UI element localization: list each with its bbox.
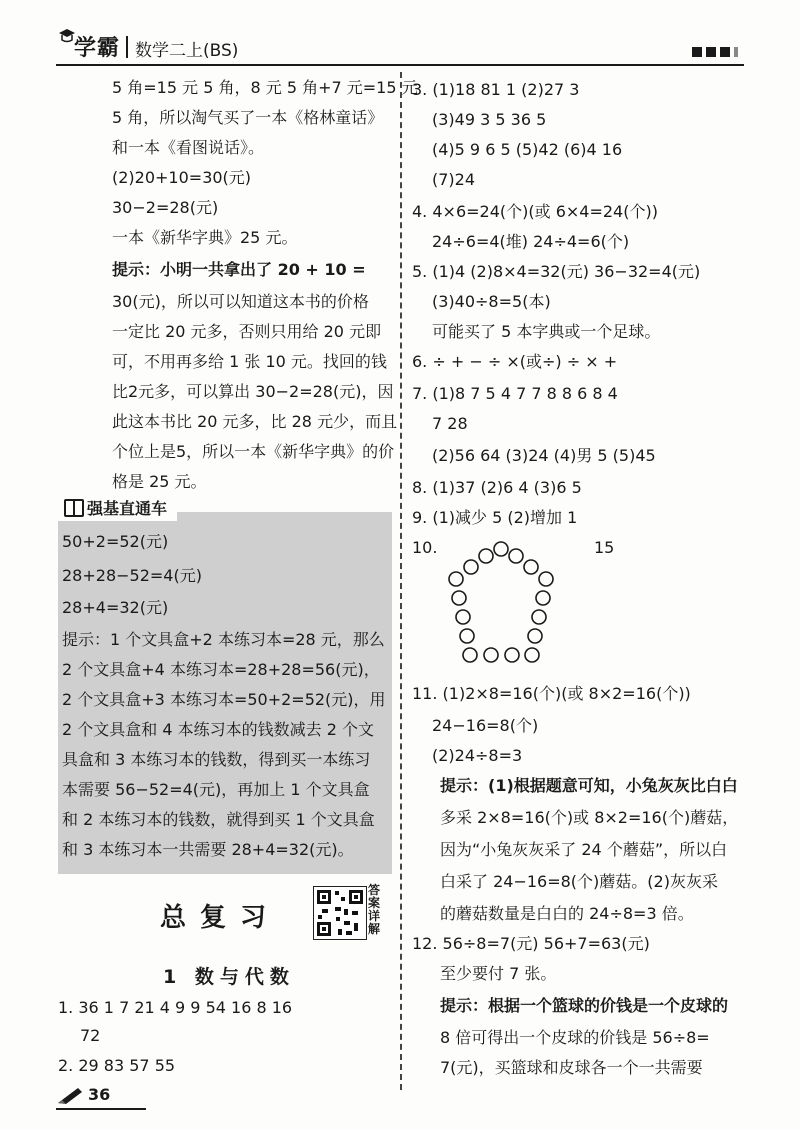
header-separator bbox=[126, 36, 128, 58]
box-line: 28+4=32(元) bbox=[62, 598, 169, 617]
text-line: 因为“小兔灰灰采了 24 个蘑菇”，所以白 bbox=[440, 840, 728, 859]
answer-4: 4. 4×6=24(个)(或 6×4=24(个)) bbox=[412, 202, 658, 221]
question-1-cont: 72 bbox=[80, 1026, 101, 1045]
text-line: 多采 2×8=16(个)或 8×2=16(个)蘑菇， bbox=[440, 808, 739, 827]
header-square-icon bbox=[706, 47, 716, 57]
question-2: 2. 29 83 57 55 bbox=[58, 1056, 176, 1075]
text-line: 30−2=28(元) bbox=[112, 198, 219, 217]
subject-label: 数学二上(BS) bbox=[135, 41, 239, 61]
qr-label: 答案详解 bbox=[368, 883, 381, 936]
text-line: 格是 25 元。 bbox=[112, 472, 207, 491]
text-line: 5 角=15 元 5 角，8 元 5 角+7 元=15 元 bbox=[112, 78, 418, 97]
answer-10: 10. bbox=[412, 538, 438, 557]
text-line: 此这本书比 20 元多，比 28 元少，而且 bbox=[112, 412, 398, 431]
footer-rule bbox=[56, 1108, 146, 1110]
hint-line: 提示：(1)根据题意可知，小兔灰灰比白白 bbox=[440, 776, 738, 795]
hint-line: 提示：根据一个篮球的价钱是一个皮球的 bbox=[440, 996, 729, 1015]
header-square-icon bbox=[692, 47, 702, 57]
pencil-icon bbox=[56, 1086, 86, 1106]
box-line: 本需要 56−52=4(元)，再加上 1 个文具盒 bbox=[62, 780, 370, 799]
question-1: 1. 36 1 7 21 4 9 9 54 16 8 16 bbox=[58, 998, 293, 1017]
box-title-text: 强基直通车 bbox=[87, 499, 168, 518]
answer-5: 5. (1)4 (2)8×4=32(元) 36−32=4(元) bbox=[412, 262, 701, 281]
text-line: (2)20+10=30(元) bbox=[112, 168, 252, 187]
section-title: 1 数与代数 bbox=[163, 966, 295, 988]
text-line: 个位上是5，所以一本《新华字典》的价 bbox=[112, 442, 395, 461]
text-line: 可，不用再多给 1 张 10 元。找回的钱 bbox=[112, 352, 387, 371]
column-divider bbox=[400, 72, 402, 1090]
box-line: 和 3 本练习本一共需要 28+4=32(元)。 bbox=[62, 840, 354, 859]
page-number: 36 bbox=[88, 1085, 111, 1104]
answer-5-cont: (3)40÷8=5(本) bbox=[432, 292, 551, 311]
text-line: 一定比 20 元多，否则只用给 20 元即 bbox=[112, 322, 382, 341]
box-line: 2 个文具盒+4 本练习本=28+28=56(元)， bbox=[62, 660, 380, 679]
page-header bbox=[0, 0, 800, 72]
answer-12-cont: 至少要付 7 张。 bbox=[440, 964, 557, 983]
text-line: 30(元)，所以可以知道这本书的价格 bbox=[112, 292, 369, 311]
box-line: 具盒和 3 本练习本的钱数，得到买一本练习 bbox=[62, 750, 371, 769]
answer-3: 3. (1)18 81 1 (2)27 3 bbox=[412, 80, 580, 99]
header-square-icon bbox=[734, 47, 738, 57]
box-line: 28+28−52=4(元) bbox=[62, 566, 202, 585]
answer-11-cont: 24−16=8(个) bbox=[432, 716, 539, 735]
text-line: 7(元)，买篮球和皮球各一个一共需要 bbox=[440, 1058, 703, 1077]
answer-7-cont: (2)56 64 (3)24 (4)男 5 (5)45 bbox=[432, 446, 656, 465]
answer-8: 8. (1)37 (2)6 4 (3)6 5 bbox=[412, 478, 582, 497]
answer-11-cont: (2)24÷8=3 bbox=[432, 746, 523, 765]
box-line: 和 2 本练习本的钱数，就得到买 1 个文具盒 bbox=[62, 810, 375, 829]
box-line: 2 个文具盒+3 本练习本=50+2=52(元)，用 bbox=[62, 690, 386, 709]
text-line: 比2元多，可以算出 30−2=28(元)，因 bbox=[112, 382, 394, 401]
text-line: 和一本《看图说话》。 bbox=[112, 138, 265, 157]
text-line: 5 角，所以淘气买了一本《格林童话》 bbox=[112, 108, 384, 127]
text-line: 8 倍可得出一个皮球的价钱是 56÷8= bbox=[440, 1028, 710, 1047]
text-line: 的蘑菇数量是白白的 24÷8=3 倍。 bbox=[440, 904, 694, 923]
box-line: 2 个文具盒和 4 本练习本的钱数减去 2 个文 bbox=[62, 720, 374, 739]
hint-line: 提示：小明一共拿出了 20 + 10 = bbox=[112, 260, 366, 279]
header-square-icon bbox=[720, 47, 730, 57]
answer-5-cont: 可能买了 5 本字典或一个足球。 bbox=[432, 322, 661, 341]
box-line: 50+2=52(元) bbox=[62, 532, 169, 551]
answer-4-cont: 24÷6=4(堆) 24÷4=6(个) bbox=[432, 232, 630, 251]
answer-3-cont: (7)24 bbox=[432, 170, 476, 189]
answer-7-cont: 7 28 bbox=[432, 414, 468, 433]
book-icon bbox=[64, 499, 84, 517]
brand-logo: 学霸 bbox=[74, 36, 121, 61]
answer-6: 6. ÷ + − ÷ ×(或÷) ÷ × + bbox=[412, 352, 618, 371]
box-title bbox=[58, 497, 177, 521]
text-line: 白采了 24−16=8(个)蘑菇。(2)灰灰采 bbox=[440, 872, 718, 891]
answer-7: 7. (1)8 7 5 4 7 7 8 8 6 8 4 bbox=[412, 384, 618, 403]
pentagon-circles-figure bbox=[436, 538, 566, 668]
answer-10-value: 15 bbox=[594, 538, 615, 557]
answer-11: 11. (1)2×8=16(个)(或 8×2=16(个)) bbox=[412, 684, 691, 703]
qr-code-icon[interactable] bbox=[313, 886, 367, 940]
review-title: 总复习 bbox=[160, 903, 281, 933]
answer-3-cont: (3)49 3 5 36 5 bbox=[432, 110, 547, 129]
answer-12: 12. 56÷8=7(元) 56+7=63(元) bbox=[412, 934, 650, 953]
header-rule bbox=[56, 64, 744, 66]
answer-9: 9. (1)减少 5 (2)增加 1 bbox=[412, 508, 578, 527]
box-line: 提示：1 个文具盒+2 本练习本=28 元，那么 bbox=[62, 630, 385, 649]
text-line: 一本《新华字典》25 元。 bbox=[112, 228, 298, 247]
answer-3-cont: (4)5 9 6 5 (5)42 (6)4 16 bbox=[432, 140, 623, 159]
